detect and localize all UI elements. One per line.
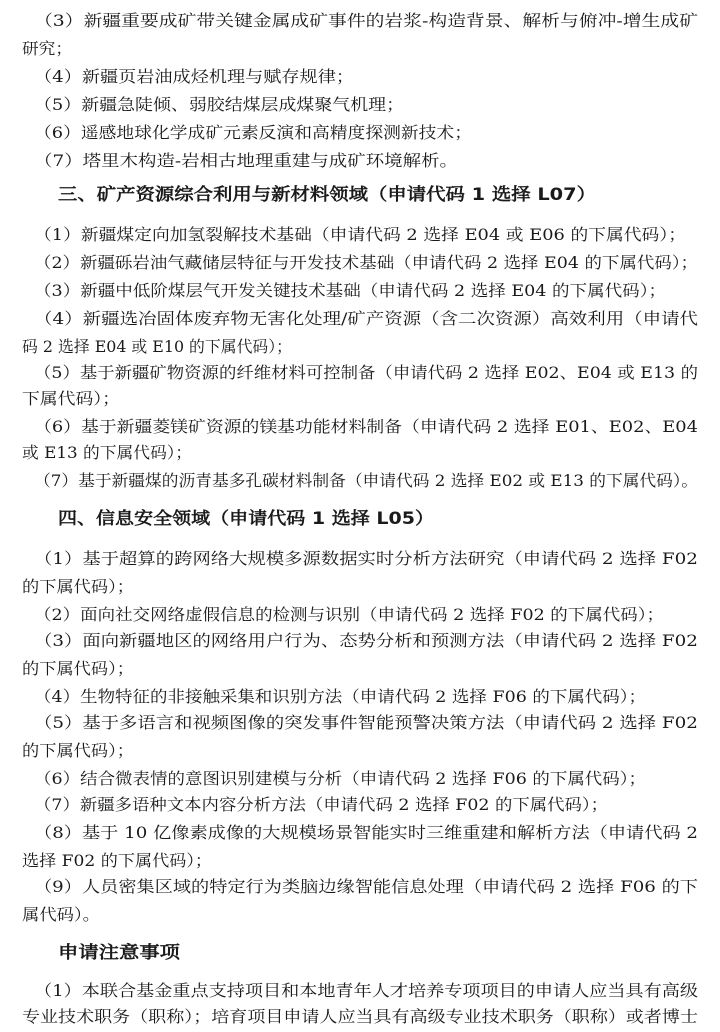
line-text: 申请注意事项: [58, 943, 180, 963]
section-heading: [0, 180, 720, 210]
text-line: [0, 736, 720, 766]
text-line: [0, 118, 720, 148]
text-line: [0, 900, 720, 930]
line-text: （1）基于超算的跨网络大规模多源数据实时分析方法研究（申请代码 2 选择 F02: [34, 549, 698, 568]
text-line: [0, 654, 720, 684]
line-text: （7）新疆多语种文本内容分析方法（申请代码 2 选择 F02 的下属代码）；: [34, 795, 608, 814]
text-line: [0, 790, 720, 820]
text-line: [0, 384, 720, 414]
line-text: （4）新疆页岩油成烃机理与赋存规律；: [34, 67, 354, 86]
line-text: （6）结合微表情的意图识别建模与分析（申请代码 2 选择 F06 的下属代码）；: [34, 769, 646, 788]
text-line: [0, 6, 720, 36]
line-text: （2）新疆砾岩油气藏储层特征与开发技术基础（申请代码 2 选择 E04 的下属代码）；: [34, 253, 698, 272]
line-text: 研究；: [22, 39, 72, 58]
line-text: （5）基于多语言和视频图像的突发事件智能预警决策方法（申请代码 2 选择 F02: [34, 713, 698, 732]
line-text: （5）新疆急陡倾、弱胶结煤层成煤聚气机理；: [34, 95, 404, 114]
text-line: [0, 146, 720, 176]
text-line: [0, 626, 720, 656]
text-line: [0, 220, 720, 250]
line-text: （2）面向社交网络虚假信息的检测与识别（申请代码 2 选择 F02 的下属代码）；: [34, 605, 664, 624]
line-text: （9）人员密集区域的特定行为类脑边缘智能信息处理（申请代码 2 选择 F06 的下: [34, 877, 698, 896]
line-text: （7）基于新疆煤的沥青基多孔碳材料制备（申请代码 2 选择 E02 或 E13 的下属代码）。: [34, 471, 698, 490]
line-text: （3）新疆中低阶煤层气开发关键技术基础（申请代码 2 选择 E04 的下属代码）；: [34, 281, 666, 300]
line-text: （1）新疆煤定向加氢裂解技术基础（申请代码 2 选择 E04 或 E06 的下属代码）；: [34, 225, 686, 244]
line-text: 选择 F02 的下属代码）；: [22, 851, 212, 870]
line-text: 的下属代码）；: [22, 741, 134, 760]
line-text: 四、信息安全领域（申请代码 1 选择 L05）: [58, 509, 434, 529]
line-text: （7）塔里木构造-岩相古地理重建与成矿环境解析。: [34, 151, 458, 170]
text-line: [0, 34, 720, 64]
text-line: [0, 872, 720, 902]
line-text: 属代码）。: [22, 905, 100, 924]
line-text: （6）基于新疆菱镁矿资源的镁基功能材料制备（申请代码 2 选择 E01、E02、E04: [34, 417, 698, 436]
text-line: [0, 276, 720, 306]
text-line: [0, 304, 720, 334]
text-line: [0, 438, 720, 468]
line-text: （3）新疆重要成矿带关键金属成矿事件的岩浆-构造背景、解析与俯冲-增生成矿: [34, 11, 698, 30]
text-line: [0, 1002, 720, 1032]
text-line: [0, 544, 720, 574]
line-text: （6）遥感地球化学成矿元素反演和高精度探测新技术；: [34, 123, 472, 142]
section-heading: [0, 504, 720, 534]
text-line: [0, 248, 720, 278]
line-text: （4）生物特征的非接触采集和识别方法（申请代码 2 选择 F06 的下属代码）；: [34, 687, 646, 706]
text-line: [0, 466, 720, 496]
line-text: 专业技术职务（职称）；培育项目申请人应当具有高级专业技术职务（职称）或者博士: [22, 1007, 698, 1026]
line-text: 或 E13 的下属代码）；: [22, 443, 192, 462]
line-text: 的下属代码）；: [22, 577, 134, 596]
line-text: 码 2 选择 E04 或 E10 的下属代码）；: [22, 337, 292, 356]
line-text: （4）新疆选冶固体废弃物无害化处理/矿产资源（含二次资源）高效利用（申请代: [34, 309, 698, 328]
line-text: （3）面向新疆地区的网络用户行为、态势分析和预测方法（申请代码 2 选择 F02: [34, 631, 698, 650]
section-heading: [0, 938, 720, 968]
line-text: （1）本联合基金重点支持项目和本地青年人才培养专项项目的申请人应当具有高级: [34, 981, 698, 1000]
text-line: [0, 62, 720, 92]
line-text: 下属代码）；: [22, 389, 120, 408]
text-line: [0, 90, 720, 120]
line-text: 三、矿产资源综合利用与新材料领域（申请代码 1 选择 L07）: [58, 185, 596, 205]
line-text: （5）基于新疆矿物资源的纤维材料可控制备（申请代码 2 选择 E02、E04 或 E13 的: [34, 363, 698, 382]
text-line: [0, 708, 720, 738]
text-line: [0, 572, 720, 602]
line-text: （8）基于 10 亿像素成像的大规模场景智能实时三维重建和解析方法（申请代码 2: [34, 823, 698, 842]
line-text: 的下属代码）；: [22, 659, 134, 678]
text-line: [0, 818, 720, 848]
